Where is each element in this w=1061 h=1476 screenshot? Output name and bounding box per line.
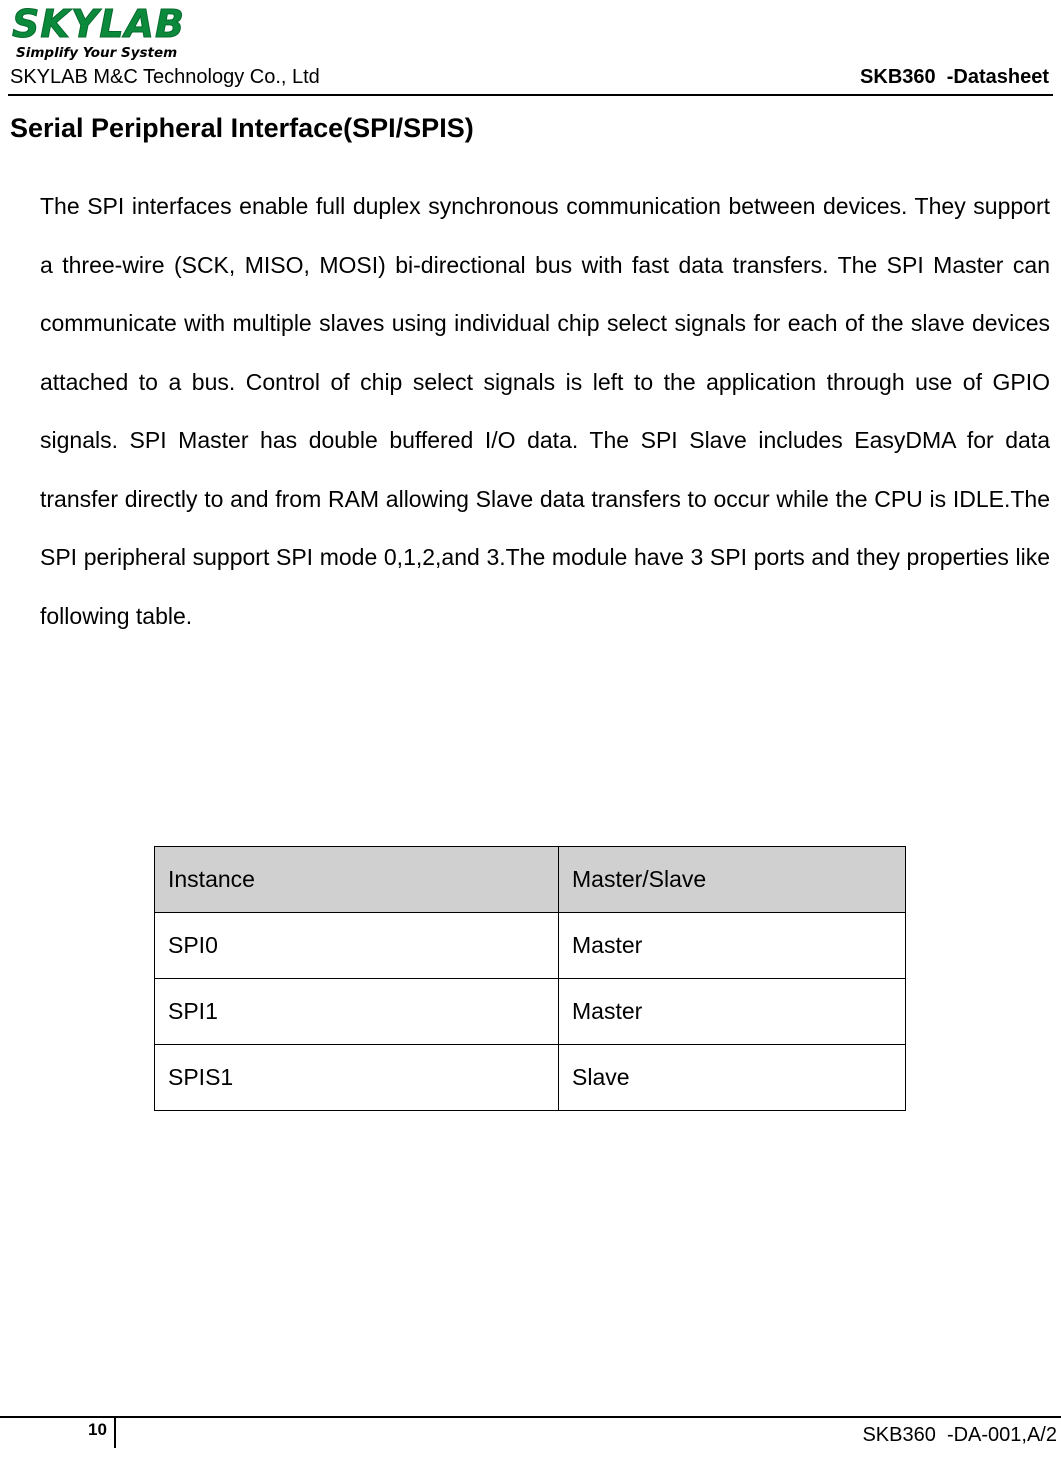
table-row: [155, 979, 906, 1045]
table-cell-instance: SPI0: [155, 913, 559, 979]
footer-vertical-divider: [114, 1416, 116, 1448]
table-cell-role: Master: [559, 979, 906, 1045]
logo-wordmark: SKYLAB: [12, 2, 185, 46]
logo-tagline: Simplify Your System: [16, 45, 178, 61]
table-cell-instance: SPIS1: [155, 1045, 559, 1111]
footer-divider: [0, 1416, 1061, 1418]
company-logo: [10, 2, 220, 62]
section-paragraph: The SPI interfaces enable full duplex synchronous communication between devices. They support a three-wire (SCK, MISO, MOSI) bi-directional bus with fast data transfers. The SPI Master can communicate with multiple slaves using individual chip select signals for each of the slave devices attached to a bus. Control of chip select signals is left to the application through use of GPIO signals. SPI Master has double buffered I/O data. The SPI Slave includes EasyDMA for data transfer directly to and from RAM allowing Slave data transfers to occur while the CPU is IDLE.The SPI peripheral support SPI mode 0,1,2,and 3.The module have 3 SPI ports and they properties like following table.: [40, 193, 1050, 629]
section-heading: Serial Peripheral Interface(SPI/SPIS): [10, 113, 474, 143]
column-header-master-slave: Master/Slave: [559, 847, 906, 913]
spi-instance-table: [154, 846, 906, 1111]
column-header-instance: Instance: [155, 847, 559, 913]
document-title: SKB360 -Datasheet: [860, 66, 1049, 88]
table-cell-role: Slave: [559, 1045, 906, 1111]
table-row: [155, 913, 906, 979]
table-header-row: [155, 847, 906, 913]
header-divider: [8, 94, 1053, 96]
page-number: 10: [88, 1420, 107, 1439]
table-cell-role: Master: [559, 913, 906, 979]
table-cell-instance: SPI1: [155, 979, 559, 1045]
document-code: SKB360 -DA-001,A/2: [862, 1424, 1057, 1446]
company-name: SKYLAB M&C Technology Co., Ltd: [10, 66, 320, 88]
table-row: [155, 1045, 906, 1111]
